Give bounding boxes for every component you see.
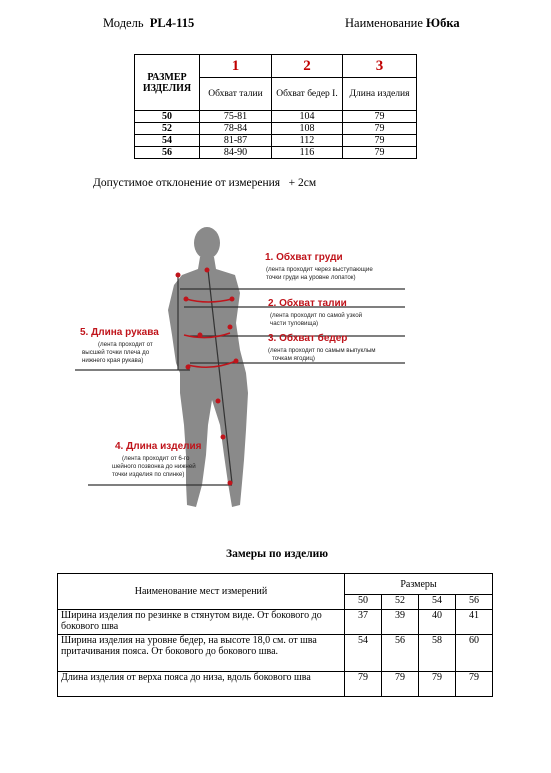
table-row <box>58 672 493 697</box>
hips-cell: 108 <box>272 123 343 135</box>
waist-cell: 75-81 <box>200 111 272 123</box>
sizes-header: Размеры <box>345 574 493 595</box>
measurement-value: 39 <box>382 610 419 635</box>
name-label: Наименование <box>345 16 423 30</box>
measurement-name: Ширина изделия по резинке в стянутом виде. От бокового до бокового шва <box>58 610 345 635</box>
label-desc: точки изделия по спинке) <box>112 471 185 478</box>
label-desc: нижнего края рукава) <box>82 357 144 364</box>
label-waist <box>268 297 363 327</box>
table-row <box>58 635 493 672</box>
measurements-col-header: Наименование мест измерений <box>58 574 345 610</box>
waist-cell: 78-84 <box>200 123 272 135</box>
measurement-figure <box>60 215 420 525</box>
size-cell: 54 <box>135 135 200 147</box>
measurements-table <box>57 573 493 697</box>
product-name-heading <box>345 16 460 31</box>
size-cell: 52 <box>135 123 200 135</box>
size-col-50: 50 <box>345 595 382 610</box>
name-value: Юбка <box>426 16 460 30</box>
hips-cell: 116 <box>272 147 343 159</box>
tolerance-note <box>93 177 316 189</box>
hips-cell: 104 <box>272 111 343 123</box>
length-cell: 79 <box>343 147 417 159</box>
label-desc: точкам ягодиц) <box>272 355 315 362</box>
size-col-56: 56 <box>456 595 493 610</box>
measurement-name: Ширина изделия на уровне бедер, на высоте 18,0 см. от шва притачивания пояса. От бокового до бокового шва. <box>58 635 345 672</box>
measurement-value: 60 <box>456 635 493 672</box>
measurement-value: 79 <box>419 672 456 697</box>
label-desc: (лента проходит по самым выпуклым <box>268 347 376 354</box>
measurement-value: 41 <box>456 610 493 635</box>
label-title: 4. Длина изделия <box>115 441 202 452</box>
measurement-value: 79 <box>382 672 419 697</box>
label-desc: (лента проходит через выступающие <box>266 266 373 273</box>
label-sleeve <box>80 327 159 364</box>
tolerance-value: + 2см <box>288 177 317 189</box>
label-desc: (лента проходит по самой узкой <box>270 312 363 319</box>
waist-cell: 81-87 <box>200 135 272 147</box>
label-desc: шейного позвонка до нижней <box>112 463 196 470</box>
tolerance-text: Допустимое отклонение от измерения <box>93 177 281 189</box>
table-row <box>135 123 417 135</box>
col-label-length: Длина изделия <box>343 78 417 111</box>
label-title: 2. Обхват талии <box>268 298 347 309</box>
length-cell: 79 <box>343 111 417 123</box>
label-desc: части туловища) <box>270 320 319 327</box>
measurement-value: 79 <box>456 672 493 697</box>
table-row <box>58 610 493 635</box>
label-desc: (лента проходит от <box>98 341 153 348</box>
col-label-waist: Обхват талии <box>200 78 272 111</box>
size-table <box>134 54 417 159</box>
hips-cell: 112 <box>272 135 343 147</box>
length-cell: 79 <box>343 123 417 135</box>
col-label-hips: Обхват бедер I. <box>272 78 343 111</box>
col-number-2: 2 <box>272 55 343 78</box>
table-row <box>135 111 417 123</box>
measurement-value: 79 <box>345 672 382 697</box>
measurement-value: 37 <box>345 610 382 635</box>
size-col-52: 52 <box>382 595 419 610</box>
label-desc: точки груди на уровне лопаток) <box>266 274 356 281</box>
table-row <box>135 135 417 147</box>
measurements-title: Замеры по изделию <box>226 548 329 560</box>
label-title: 3. Обхват бедер <box>268 333 348 344</box>
size-header: РАЗМЕР ИЗДЕЛИЯ <box>135 55 200 111</box>
col-number-1: 1 <box>200 55 272 78</box>
model-heading <box>103 16 194 31</box>
model-value: PL4-115 <box>149 16 195 30</box>
label-desc: (лента проходит от 6-го <box>122 455 190 462</box>
size-col-54: 54 <box>419 595 456 610</box>
measurement-value: 58 <box>419 635 456 672</box>
length-cell: 79 <box>343 135 417 147</box>
waist-cell: 84-90 <box>200 147 272 159</box>
col-number-3: 3 <box>343 55 417 78</box>
measurement-value: 40 <box>419 610 456 635</box>
label-chest <box>265 251 373 281</box>
model-label: Модель <box>103 16 144 30</box>
label-title: 5. Длина рукава <box>80 327 159 338</box>
table-row <box>135 147 417 159</box>
measurement-name: Длина изделия от верха пояса до низа, вдоль бокового шва <box>58 672 345 697</box>
measurement-value: 56 <box>382 635 419 672</box>
label-title: 1. Обхват груди <box>265 252 343 263</box>
size-cell: 50 <box>135 111 200 123</box>
measurement-value: 54 <box>345 635 382 672</box>
label-desc: высшей точки плеча до <box>82 349 150 356</box>
size-cell: 56 <box>135 147 200 159</box>
